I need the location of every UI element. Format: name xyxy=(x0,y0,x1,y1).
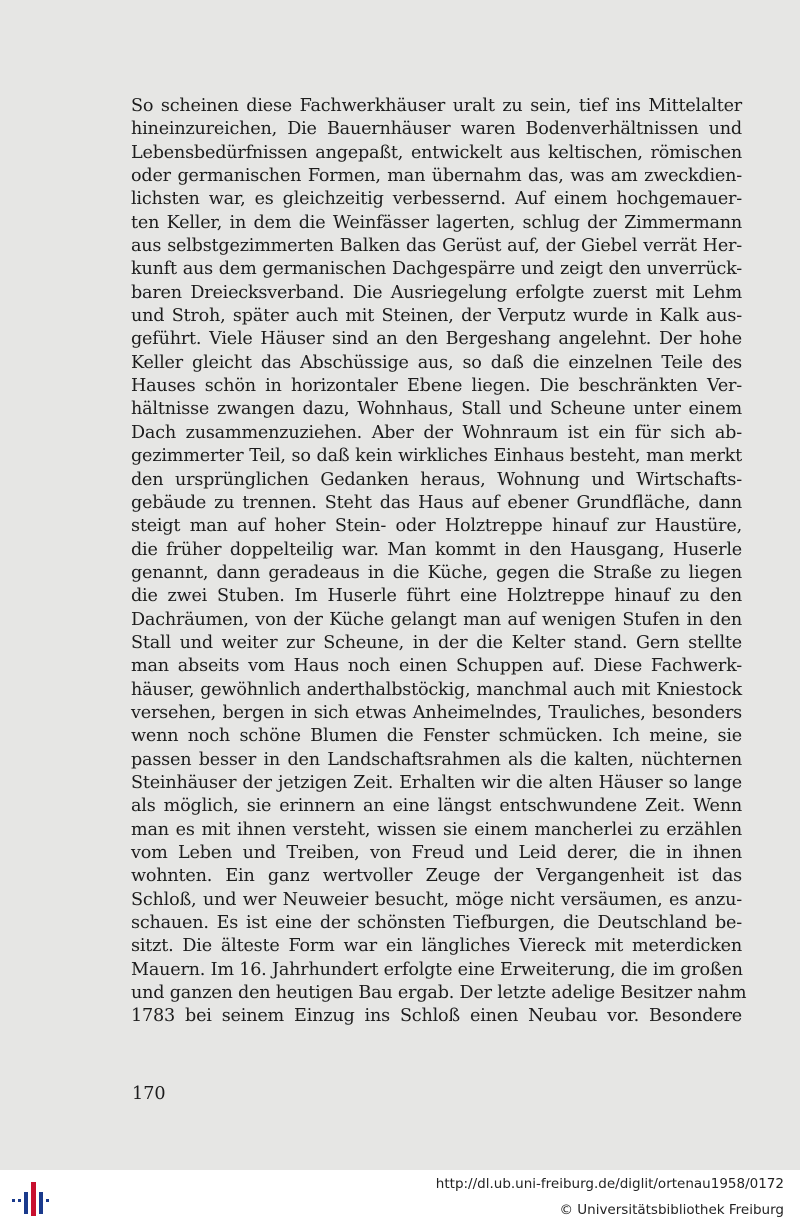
text-line: Lebensbedürfnissen angepaßt, entwickelt aus keltischen, römischen xyxy=(131,142,742,163)
text-line: lichsten war, es gleichzeitig verbessernd. Auf einem hochgemauer- xyxy=(131,189,742,210)
text-line: wohnten. Ein ganz wertvoller Zeuge der Vergangenheit ist das xyxy=(131,866,742,887)
source-url-link[interactable]: http://dl.ub.uni-freiburg.de/diglit/ortenau1958/0172 xyxy=(435,1176,784,1192)
text-line: schauen. Es ist eine der schönsten Tiefburgen, die Deutschland be- xyxy=(131,913,742,934)
text-line: und Stroh, später auch mit Steinen, der Verputz wurde in Kalk aus- xyxy=(131,306,742,327)
page-number: 170 xyxy=(132,1084,166,1104)
text-line: man abseits vom Haus noch einen Schuppen auf. Diese Fachwerk- xyxy=(131,656,742,677)
text-line: die früher doppelteilig war. Man kommt in den Hausgang, Huserle xyxy=(131,539,742,560)
text-line: steigt man auf hoher Stein- oder Holztreppe hinauf zur Haustüre, xyxy=(131,516,742,537)
text-line: die zwei Stuben. Im Huserle führt eine Holztreppe hinauf zu den xyxy=(131,586,742,607)
text-line: passen besser in den Landschaftsrahmen als die kalten, nüchternen xyxy=(131,749,742,770)
footer xyxy=(0,1170,800,1226)
text-line: kunft aus dem germanischen Dachgespärre und zeigt den unverrück- xyxy=(131,259,742,280)
text-line: aus selbstgezimmerten Balken das Gerüst auf, der Giebel verrät Her- xyxy=(131,236,742,257)
text-line: man es mit ihnen versteht, wissen sie einem mancherlei zu erzählen xyxy=(131,819,742,840)
text-line: Steinhäuser der jetzigen Zeit. Erhalten wir die alten Häuser so lange xyxy=(131,772,742,793)
text-line: Mauern. Im 16. Jahrhundert erfolgte eine Erweiterung, die im großen xyxy=(131,959,743,980)
text-line: hineinzureichen, Die Bauernhäuser waren Bodenverhältnissen und xyxy=(131,119,742,140)
text-line: So scheinen diese Fachwerkhäuser uralt zu sein, tief ins Mittelalter xyxy=(131,96,742,116)
ub-freiburg-logo-icon xyxy=(10,1180,54,1220)
text-line: genannt, dann geradeaus in die Küche, gegen die Straße zu liegen xyxy=(131,562,742,583)
text-line: gebäude zu trennen. Steht das Haus auf ebener Grundfläche, dann xyxy=(131,492,742,513)
text-line: häuser, gewöhnlich anderthalbstöckig, manchmal auch mit Kniestock xyxy=(131,679,742,700)
text-line: als möglich, sie erinnern an eine längst entschwundene Zeit. Wenn xyxy=(131,796,742,817)
text-line: Stall und weiter zur Scheune, in der die Kelter stand. Gern stellte xyxy=(131,632,742,653)
text-line: baren Dreiecksverband. Die Ausriegelung erfolgte zuerst mit Lehm xyxy=(131,282,742,303)
text-line: sitzt. Die älteste Form war ein längliches Viereck mit meterdicken xyxy=(131,936,742,957)
text-line: geführt. Viele Häuser sind an den Bergeshang angelehnt. Der hohe xyxy=(131,329,742,350)
body-text xyxy=(131,95,747,1029)
text-line: gezimmerter Teil, so daß kein wirkliches Einhaus besteht, man merkt xyxy=(131,446,742,467)
text-line: 1783 bei seinem Einzug ins Schloß einen Neubau vor. Besondere xyxy=(131,1006,742,1027)
text-line: Keller gleicht das Abschüssige aus, so daß die einzelnen Teile des xyxy=(131,352,742,373)
text-line: wenn noch schöne Blumen die Fenster schmücken. Ich meine, sie xyxy=(131,726,742,747)
text-line: oder germanischen Formen, man übernahm das, was am zweckdien- xyxy=(131,166,742,187)
text-line: vom Leben und Treiben, von Freud und Leid derer, die in ihnen xyxy=(131,843,742,863)
text-line: Dachräumen, von der Küche gelangt man auf wenigen Stufen in den xyxy=(131,609,742,630)
text-line: Schloß, und wer Neuweier besucht, möge nicht versäumen, es anzu- xyxy=(131,889,742,910)
text-line: den ursprünglichen Gedanken heraus, Wohnung und Wirtschafts- xyxy=(131,469,742,490)
text-line: hältnisse zwangen dazu, Wohnhaus, Stall und Scheune unter einem xyxy=(131,399,742,420)
text-line: versehen, bergen in sich etwas Anheimelndes, Trauliches, besonders xyxy=(131,702,742,723)
text-line: und ganzen den heutigen Bau ergab. Der letzte adelige Besitzer nahm xyxy=(131,983,747,1004)
text-line: Hauses schön in horizontaler Ebene liegen. Die beschränkten Ver- xyxy=(131,376,742,397)
copyright-text: © Universitätsbibliothek Freiburg xyxy=(559,1202,784,1218)
text-line: Dach zusammenzuziehen. Aber der Wohnraum ist ein für sich ab- xyxy=(131,422,742,443)
text-line: ten Keller, in dem die Weinfässer lagerten, schlug der Zimmermann xyxy=(131,212,742,233)
